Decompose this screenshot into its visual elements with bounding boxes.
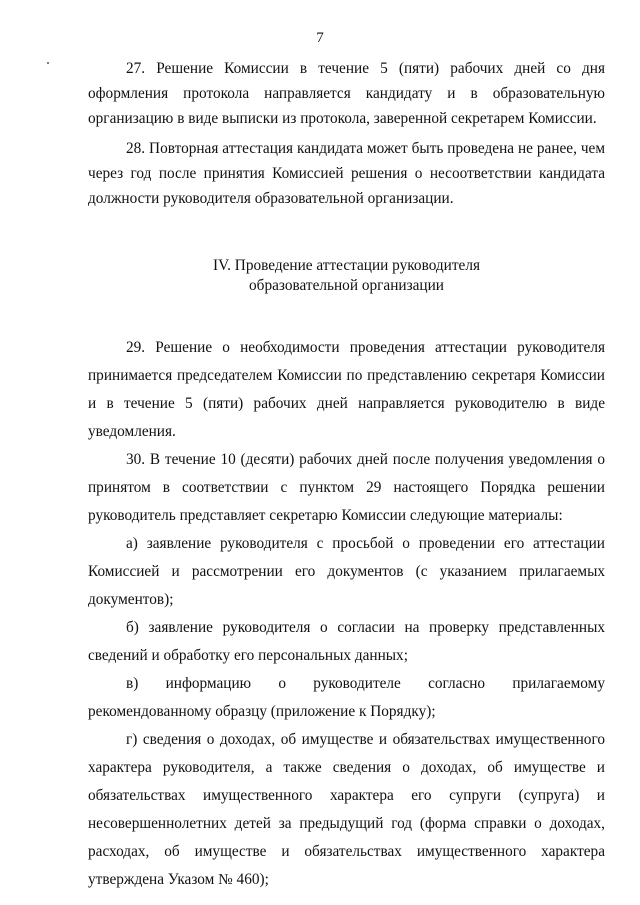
section-heading-line-2: образовательной организации [249, 277, 444, 294]
list-item-v: в) информацию о руководителе согласно прилагаемому рекомендованному образцу (приложение к Порядку); [88, 675, 605, 720]
page-number: 7 [316, 30, 324, 46]
list-item-g: г) сведения о доходах, об имуществе и обязательствах имущественного характера руководителя, а также сведения о доходах, об имуществе и обязательствах имущественного характера его супруги (супруга) и несовершеннолетних детей за предыдущий год (форма справки о доходах, расходах, об имуществе и обязательствах имущественного характера утверждена Указом № 460); [88, 731, 605, 888]
list-item-a: а) заявление руководителя с просьбой о проведении его аттестации Комиссией и рассмотрении его документов (с указанием прилагаемых документов); [88, 535, 605, 608]
paragraph-29: 29. Решение о необходимости проведения аттестации руководителя принимается председателем Комиссии по представлению секретаря Комиссии и в течение 5 (пяти) рабочих дней направляется руководителю в виде уведомления. [88, 339, 605, 440]
paragraph-27: 27. Решение Комиссии в течение 5 (пяти) рабочих дней со дня оформления протокола направляется кандидату и в образовательную организацию в виде выписки из протокола, заверенной секретарем Комиссии. [88, 60, 605, 127]
scan-speck [47, 62, 49, 64]
section-heading-line-1: IV. Проведение аттестации руководителя [212, 257, 481, 274]
list-item-b: б) заявление руководителя о согласии на проверку представленных сведений и обработку его персональных данных; [88, 619, 605, 664]
paragraph-28: 28. Повторная аттестация кандидата может быть проведена не ранее, чем через год после принятия Комиссией решения о несоответствии кандидата должности руководителя образовательной организации. [88, 140, 605, 207]
document-body [88, 56, 605, 894]
paragraph-30: 30. В течение 10 (десяти) рабочих дней после получения уведомления о принятом в соответствии с пунктом 29 настоящего Порядка решении руководитель представляет секретарю Комиссии следующие материалы: [88, 451, 605, 524]
